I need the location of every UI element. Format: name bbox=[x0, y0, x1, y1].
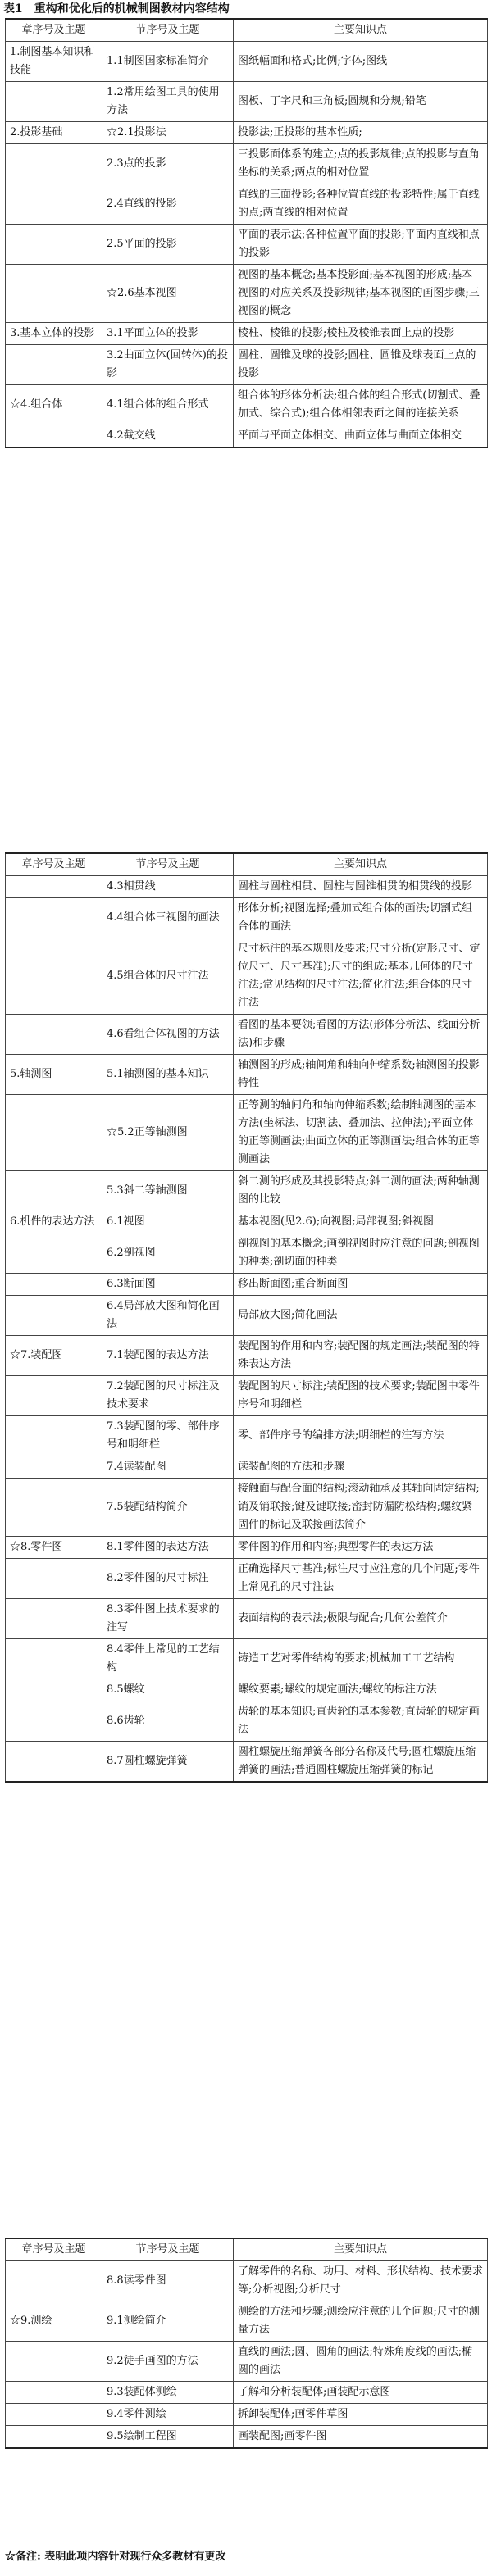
section-cell: 9.3装配体测绘 bbox=[102, 2382, 234, 2404]
chapter-cell bbox=[6, 1233, 102, 1274]
knowledge-cell: 画装配图;画零件图 bbox=[234, 2426, 488, 2449]
knowledge-cell: 铸造工艺对零件结构的要求;机械加工工艺结构 bbox=[234, 1639, 488, 1679]
table-row bbox=[6, 1233, 488, 1274]
table-row bbox=[6, 345, 488, 385]
header-knowledge: 主要知识点 bbox=[234, 19, 488, 42]
chapter-cell bbox=[6, 1742, 102, 1783]
chapter-cell: 6.机件的表达方法 bbox=[6, 1211, 102, 1233]
chapter-cell: ☆9.测绘 bbox=[6, 2301, 102, 2342]
chapter-cell bbox=[6, 2342, 102, 2382]
chapter-cell bbox=[6, 1679, 102, 1701]
chapter-cell bbox=[6, 1701, 102, 1742]
table-row bbox=[6, 225, 488, 265]
chapter-cell bbox=[6, 1639, 102, 1679]
section-cell: 8.4零件上常见的工艺结构 bbox=[102, 1639, 234, 1679]
table-row bbox=[6, 2404, 488, 2426]
section-cell: 1.1制图国家标准简介 bbox=[102, 42, 234, 82]
chapter-cell bbox=[6, 1479, 102, 1537]
chapter-cell bbox=[6, 2404, 102, 2426]
knowledge-cell: 零件图的作用和内容;典型零件的表达方法 bbox=[234, 1537, 488, 1559]
knowledge-cell: 看图的基本要领;看图的方法(形体分析法、线面分析法)和步骤 bbox=[234, 1015, 488, 1055]
caption-label: 表1 bbox=[3, 2, 23, 16]
header-section: 节序号及主题 bbox=[102, 19, 234, 42]
table-row bbox=[6, 2342, 488, 2382]
chapter-cell bbox=[6, 898, 102, 938]
section-cell: 7.1装配图的表达方法 bbox=[102, 1336, 234, 1376]
header-knowledge: 主要知识点 bbox=[234, 853, 488, 876]
chapter-cell bbox=[6, 1559, 102, 1599]
section-cell: 6.3断面图 bbox=[102, 1274, 234, 1296]
content-table-part-2 bbox=[5, 852, 488, 1783]
chapter-cell bbox=[6, 1456, 102, 1479]
knowledge-cell: 斜二测的形成及其投影特点;斜二测的画法;两种轴测图的比较 bbox=[234, 1171, 488, 1211]
chapter-cell bbox=[6, 1095, 102, 1171]
section-cell: ☆2.6基本视图 bbox=[102, 265, 234, 323]
section-cell: 5.1轴测图的基本知识 bbox=[102, 1055, 234, 1095]
header-section: 节序号及主题 bbox=[102, 853, 234, 876]
knowledge-cell: 了解零件的名称、功用、材料、形状结构、技术要求等;分析视图;分析尺寸 bbox=[234, 2261, 488, 2301]
knowledge-cell: 轴测图的形成;轴间角和轴向伸缩系数;轴测图的投影特性 bbox=[234, 1055, 488, 1095]
table-row bbox=[6, 1015, 488, 1055]
section-cell: 6.4局部放大图和简化画法 bbox=[102, 1296, 234, 1336]
knowledge-cell: 测绘的方法和步骤;测绘应注意的几个问题;尺寸的测量方法 bbox=[234, 2301, 488, 2342]
table-row bbox=[6, 1456, 488, 1479]
section-cell: 7.5装配结构简介 bbox=[102, 1479, 234, 1537]
section-cell: 9.5绘制工程图 bbox=[102, 2426, 234, 2449]
header-knowledge: 主要知识点 bbox=[234, 2238, 488, 2261]
knowledge-cell: 视图的基本概念;基本投影面;基本视图的形成;基本视图的对应关系及投影规律;基本视图的画图步骤;三视图的概念 bbox=[234, 265, 488, 323]
knowledge-cell: 圆柱、圆锥及球的投影;圆柱、圆锥及球表面上点的投影 bbox=[234, 345, 488, 385]
table-header-row bbox=[6, 2238, 488, 2261]
chapter-cell bbox=[6, 225, 102, 265]
section-cell: 8.5螺纹 bbox=[102, 1679, 234, 1701]
knowledge-cell: 齿轮的基本知识;直齿轮的基本参数;直齿轮的规定画法 bbox=[234, 1701, 488, 1742]
table-row bbox=[6, 1679, 488, 1701]
section-cell: 9.1测绘简介 bbox=[102, 2301, 234, 2342]
section-cell: 8.1零件图的表达方法 bbox=[102, 1537, 234, 1559]
knowledge-cell: 读装配图的方法和步骤 bbox=[234, 1456, 488, 1479]
knowledge-cell: 直线的画法;圆、圆角的画法;特殊角度线的画法;椭圆的画法 bbox=[234, 2342, 488, 2382]
table-row bbox=[6, 385, 488, 425]
caption-title: 重构和优化后的机械制图教材内容结构 bbox=[34, 2, 230, 16]
section-cell: ☆5.2正等轴测图 bbox=[102, 1095, 234, 1171]
chapter-cell bbox=[6, 1599, 102, 1639]
knowledge-cell: 图纸幅面和格式;比例;字体;图线 bbox=[234, 42, 488, 82]
table-row bbox=[6, 1701, 488, 1742]
table-row bbox=[6, 2301, 488, 2342]
table-row bbox=[6, 1599, 488, 1639]
table-header-row bbox=[6, 19, 488, 42]
knowledge-cell: 零、部件序号的编排方法;明细栏的注写方法 bbox=[234, 1416, 488, 1456]
section-cell: 4.5组合体的尺寸注法 bbox=[102, 938, 234, 1015]
section-cell: 4.3相贯线 bbox=[102, 876, 234, 898]
knowledge-cell: 基本视图(见2.6);向视图;局部视图;斜视图 bbox=[234, 1211, 488, 1233]
content-table-part-1 bbox=[5, 18, 488, 448]
section-cell: 8.2零件图的尺寸标注 bbox=[102, 1559, 234, 1599]
knowledge-cell: 局部放大图;简化画法 bbox=[234, 1296, 488, 1336]
table-row bbox=[6, 1559, 488, 1599]
table-row bbox=[6, 42, 488, 82]
section-cell: 2.4直线的投影 bbox=[102, 184, 234, 225]
section-cell: 6.1视图 bbox=[102, 1211, 234, 1233]
table-header-row bbox=[6, 853, 488, 876]
table-row bbox=[6, 1376, 488, 1416]
chapter-cell bbox=[6, 1376, 102, 1416]
knowledge-cell: 投影法;正投影的基本性质; bbox=[234, 122, 488, 144]
footnote: ☆备注: 表明此项内容针对现行众多教材有更改 bbox=[5, 2551, 226, 2563]
knowledge-cell: 形体分析;视图选择;叠加式组合体的画法;切割式组合体的画法 bbox=[234, 898, 488, 938]
knowledge-cell: 螺纹要素;螺纹的规定画法;螺纹的标注方法 bbox=[234, 1679, 488, 1701]
table-row bbox=[6, 2382, 488, 2404]
chapter-cell: ☆8.零件图 bbox=[6, 1537, 102, 1559]
knowledge-cell: 移出断面图;重合断面图 bbox=[234, 1274, 488, 1296]
knowledge-cell: 平面与平面立体相交、曲面立体与曲面立体相交 bbox=[234, 425, 488, 448]
section-cell: 8.6齿轮 bbox=[102, 1701, 234, 1742]
knowledge-cell: 拆卸装配体;画零件草图 bbox=[234, 2404, 488, 2426]
chapter-cell bbox=[6, 1296, 102, 1336]
section-cell: 8.8读零件图 bbox=[102, 2261, 234, 2301]
section-cell: 7.4读装配图 bbox=[102, 1456, 234, 1479]
header-chapter: 章序号及主题 bbox=[6, 2238, 102, 2261]
knowledge-cell: 直线的三面投影;各种位置直线的投影特性;属于直线的点;两直线的相对位置 bbox=[234, 184, 488, 225]
knowledge-cell: 正等测的轴间角和轴向伸缩系数;绘制轴测图的基本方法(坐标法、切割法、叠加法、拉伸法);平面立体的正等测画法;曲面立体的正等测画法;组合体的正等测画法 bbox=[234, 1095, 488, 1171]
chapter-cell bbox=[6, 1015, 102, 1055]
table-row bbox=[6, 1171, 488, 1211]
section-cell: 3.1平面立体的投影 bbox=[102, 323, 234, 345]
chapter-cell bbox=[6, 2382, 102, 2404]
knowledge-cell: 平面的表示法;各种位置平面的投影;平面内直线和点的投影 bbox=[234, 225, 488, 265]
knowledge-cell: 棱柱、棱锥的投影;棱柱及棱锥表面上点的投影 bbox=[234, 323, 488, 345]
table-row bbox=[6, 184, 488, 225]
table-row bbox=[6, 1296, 488, 1336]
table-row bbox=[6, 82, 488, 122]
knowledge-cell: 组合体的形体分析法;组合体的组合形式(切割式、叠加式、综合式);组合体相邻表面之间的连接关系 bbox=[234, 385, 488, 425]
table-row bbox=[6, 425, 488, 448]
table-row bbox=[6, 323, 488, 345]
chapter-cell bbox=[6, 425, 102, 448]
header-section: 节序号及主题 bbox=[102, 2238, 234, 2261]
chapter-cell: 1.制图基本知识和技能 bbox=[6, 42, 102, 82]
chapter-cell: ☆7.装配图 bbox=[6, 1336, 102, 1376]
table-row bbox=[6, 1055, 488, 1095]
chapter-cell bbox=[6, 265, 102, 323]
section-cell: 6.2剖视图 bbox=[102, 1233, 234, 1274]
section-cell: 4.4组合体三视图的画法 bbox=[102, 898, 234, 938]
chapter-cell bbox=[6, 345, 102, 385]
knowledge-cell: 尺寸标注的基本规则及要求;尺寸分析(定形尺寸、定位尺寸、尺寸基准);尺寸的组成;基本几何体的尺寸注法;常见结构的尺寸注法;简化注法;组合体的尺寸注法 bbox=[234, 938, 488, 1015]
table-row bbox=[6, 144, 488, 184]
chapter-cell bbox=[6, 2426, 102, 2449]
knowledge-cell: 圆柱与圆柱相贯、圆柱与圆锥相贯的相贯线的投影 bbox=[234, 876, 488, 898]
knowledge-cell: 图板、丁字尺和三角板;圆规和分规;铅笔 bbox=[234, 82, 488, 122]
table-row bbox=[6, 938, 488, 1015]
chapter-cell bbox=[6, 1171, 102, 1211]
table-row bbox=[6, 1742, 488, 1783]
knowledge-cell: 圆柱螺旋压缩弹簧各部分名称及代号;圆柱螺旋压缩弹簧的画法;普通圆柱螺旋压缩弹簧的标记 bbox=[234, 1742, 488, 1783]
section-cell: 5.3斜二等轴测图 bbox=[102, 1171, 234, 1211]
knowledge-cell: 接触面与配合面的结构;滚动轴承及其轴向固定结构;销及销联接;键及键联接;密封防漏防松结构;螺纹紧固件的标记及联接画法简介 bbox=[234, 1479, 488, 1537]
table-row bbox=[6, 2426, 488, 2449]
knowledge-cell: 装配图的尺寸标注;装配图的技术要求;装配图中零件序号和明细栏 bbox=[234, 1376, 488, 1416]
header-chapter: 章序号及主题 bbox=[6, 853, 102, 876]
table-row bbox=[6, 1479, 488, 1537]
chapter-cell: ☆4.组合体 bbox=[6, 385, 102, 425]
table-row bbox=[6, 122, 488, 144]
chapter-cell bbox=[6, 2261, 102, 2301]
chapter-cell: 5.轴测图 bbox=[6, 1055, 102, 1095]
chapter-cell: 2.投影基础 bbox=[6, 122, 102, 144]
knowledge-cell: 剖视图的基本概念;画剖视图时应注意的问题;剖视图的种类;剖切面的种类 bbox=[234, 1233, 488, 1274]
section-cell: 7.3装配图的零、部件序号和明细栏 bbox=[102, 1416, 234, 1456]
table-row bbox=[6, 1211, 488, 1233]
section-cell: 4.2截交线 bbox=[102, 425, 234, 448]
chapter-cell bbox=[6, 82, 102, 122]
table-row bbox=[6, 1537, 488, 1559]
table-row bbox=[6, 1274, 488, 1296]
header-chapter: 章序号及主题 bbox=[6, 19, 102, 42]
section-cell: 2.3点的投影 bbox=[102, 144, 234, 184]
section-cell: 4.6看组合体视图的方法 bbox=[102, 1015, 234, 1055]
chapter-cell bbox=[6, 938, 102, 1015]
section-cell: 2.5平面的投影 bbox=[102, 225, 234, 265]
section-cell: 4.1组合体的组合形式 bbox=[102, 385, 234, 425]
knowledge-cell: 装配图的作用和内容;装配图的规定画法;装配图的特殊表达方法 bbox=[234, 1336, 488, 1376]
table-row bbox=[6, 1416, 488, 1456]
chapter-cell bbox=[6, 1274, 102, 1296]
knowledge-cell: 正确选择尺寸基准;标注尺寸应注意的几个问题;零件上常见孔的尺寸注法 bbox=[234, 1559, 488, 1599]
knowledge-cell: 三投影面体系的建立;点的投影规律;点的投影与直角坐标的关系;两点的相对位置 bbox=[234, 144, 488, 184]
table-row bbox=[6, 1336, 488, 1376]
section-cell: 9.4零件测绘 bbox=[102, 2404, 234, 2426]
chapter-cell bbox=[6, 184, 102, 225]
section-cell: 1.2常用绘图工具的使用方法 bbox=[102, 82, 234, 122]
section-cell: 3.2曲面立体(回转体)的投影 bbox=[102, 345, 234, 385]
section-cell: 9.2徒手画图的方法 bbox=[102, 2342, 234, 2382]
table-caption bbox=[0, 0, 492, 18]
section-cell: 7.2装配图的尺寸标注及技术要求 bbox=[102, 1376, 234, 1416]
table-row bbox=[6, 265, 488, 323]
knowledge-cell: 了解和分析装配体;画装配示意图 bbox=[234, 2382, 488, 2404]
chapter-cell bbox=[6, 1416, 102, 1456]
table-row bbox=[6, 876, 488, 898]
knowledge-cell: 表面结构的表示法;极限与配合;几何公差简介 bbox=[234, 1599, 488, 1639]
chapter-cell bbox=[6, 144, 102, 184]
section-cell: 8.7圆柱螺旋弹簧 bbox=[102, 1742, 234, 1783]
content-table-part-3 bbox=[5, 2238, 488, 2449]
section-cell: ☆2.1投影法 bbox=[102, 122, 234, 144]
table-row bbox=[6, 898, 488, 938]
table-row bbox=[6, 1095, 488, 1171]
chapter-cell: 3.基本立体的投影 bbox=[6, 323, 102, 345]
section-cell: 8.3零件图上技术要求的注写 bbox=[102, 1599, 234, 1639]
table-row bbox=[6, 1639, 488, 1679]
chapter-cell bbox=[6, 876, 102, 898]
table-row bbox=[6, 2261, 488, 2301]
